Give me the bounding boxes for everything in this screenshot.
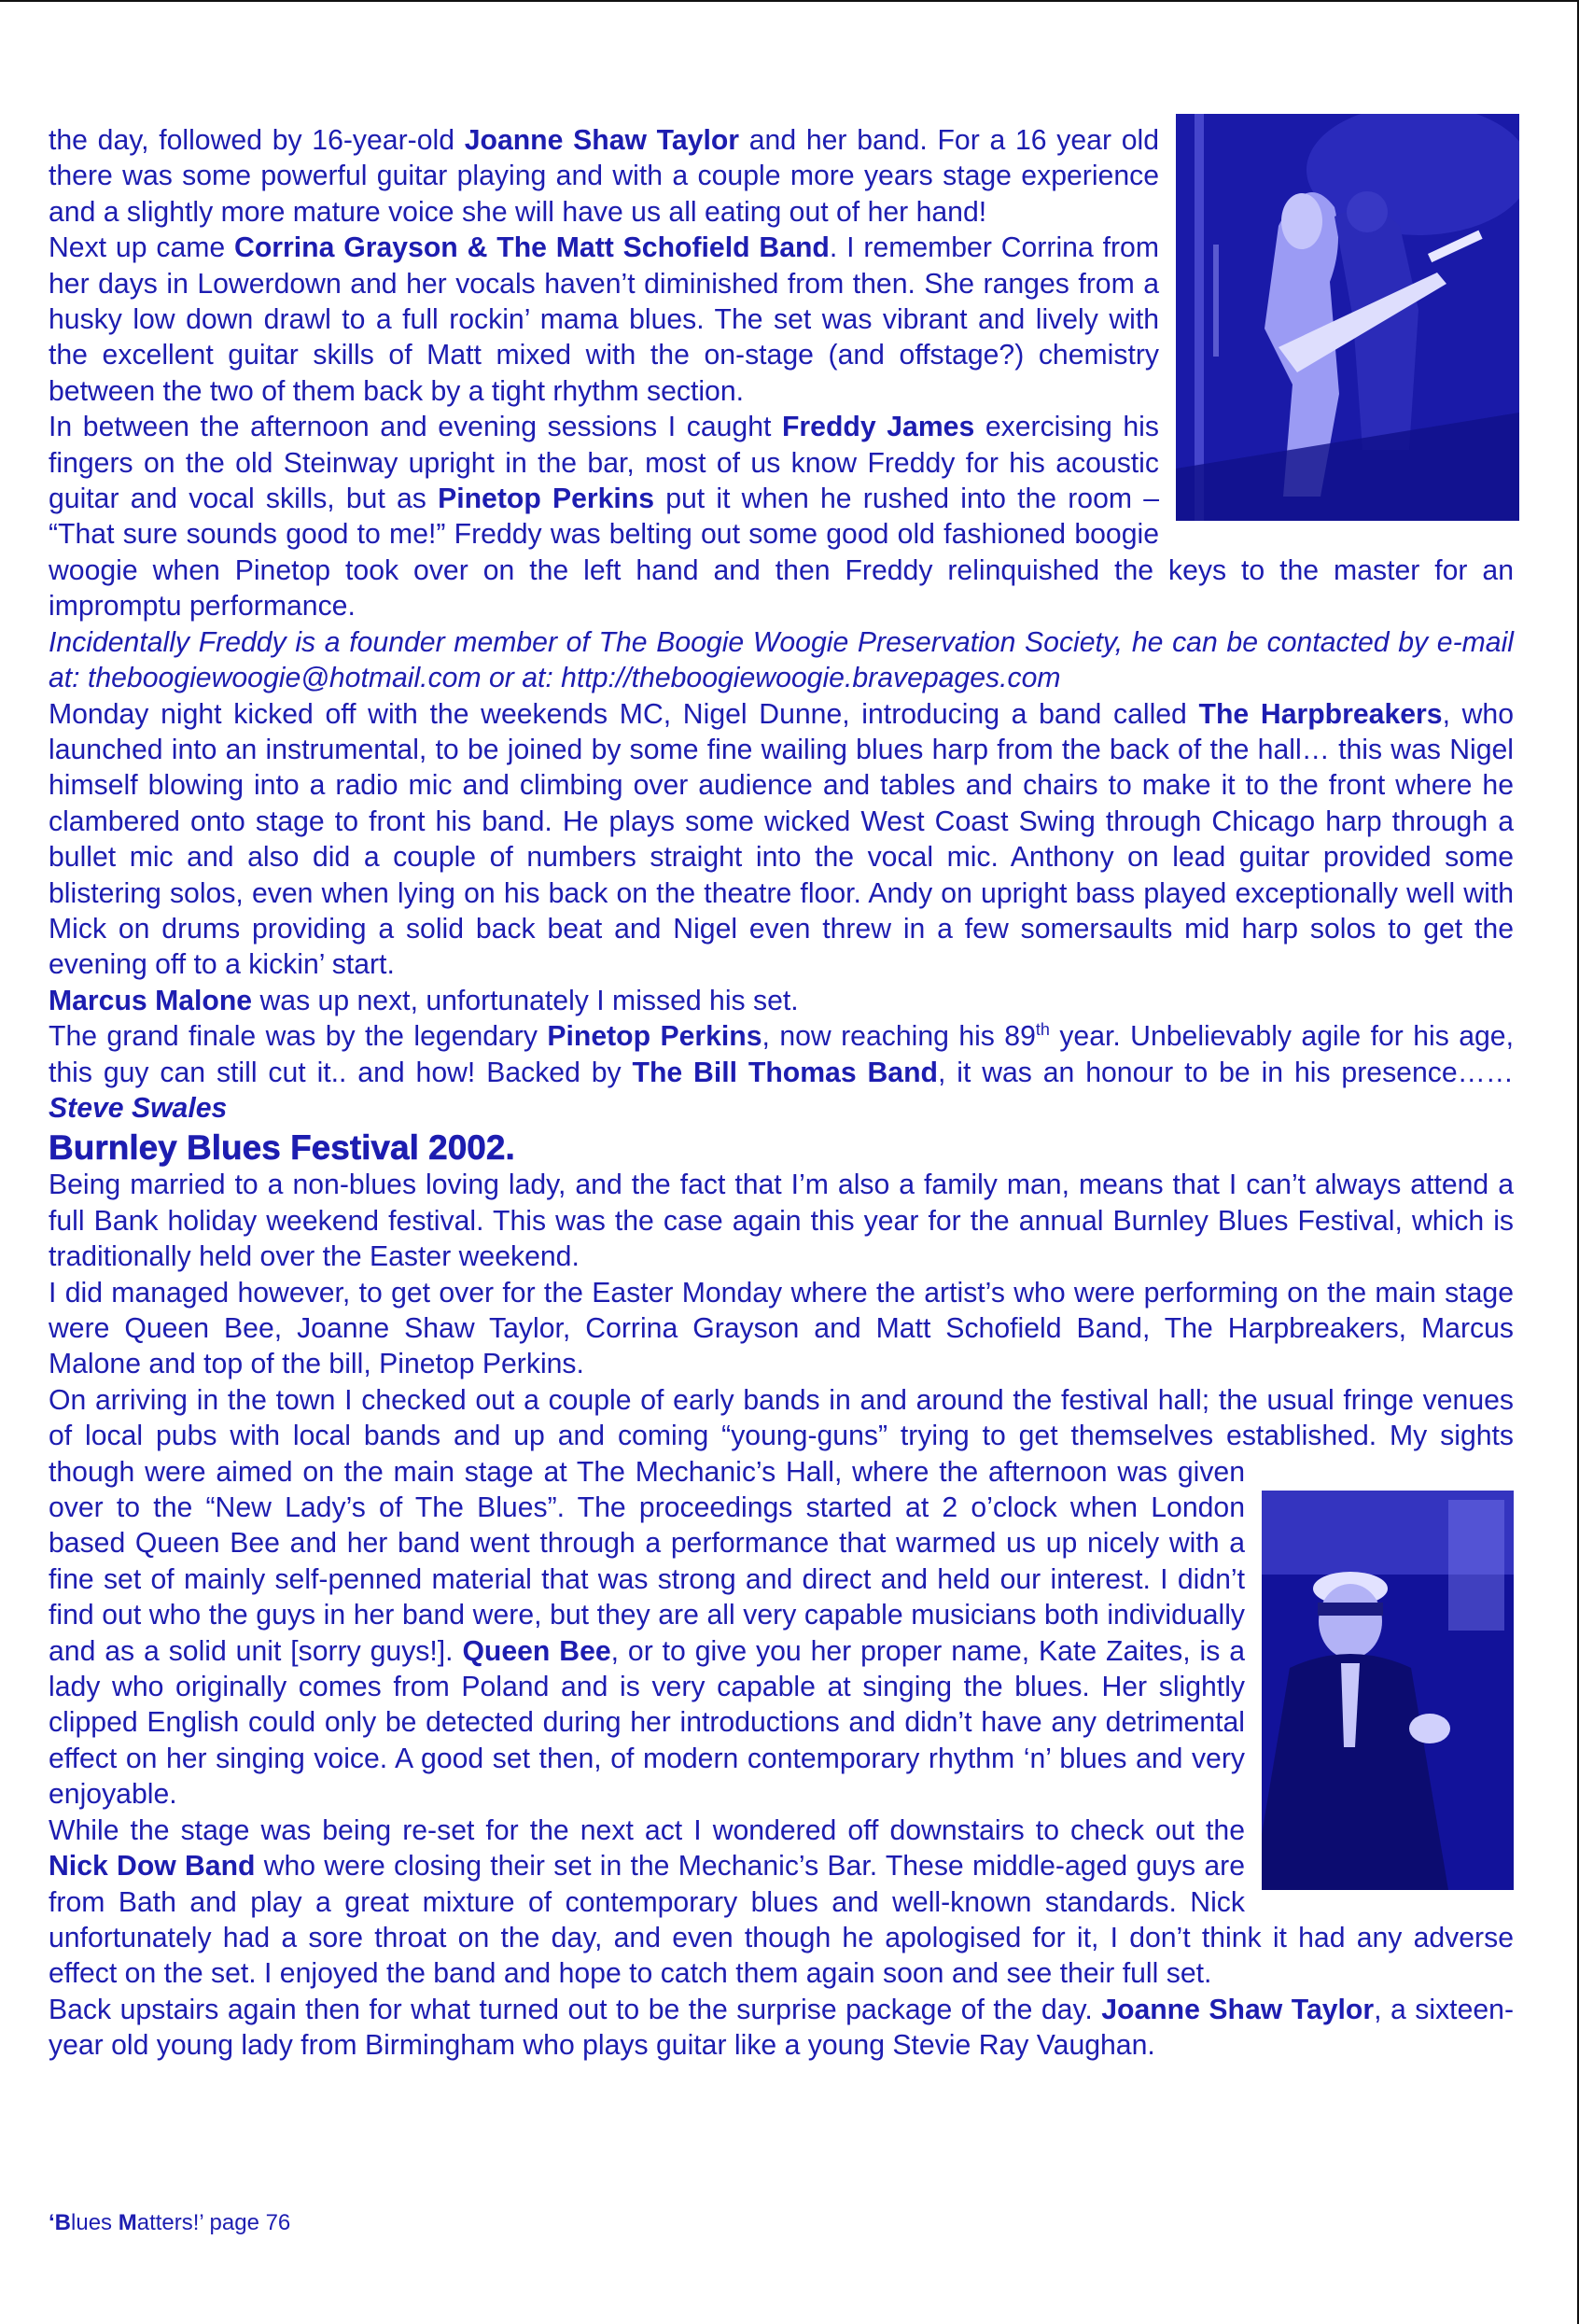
artist-name: Queen Bee bbox=[462, 1635, 611, 1667]
text: and her band. For a 16 year old there was some powerful guitar playing and with a couple more years stage experience and a slightly more mature voice she will have us all eating out of her hand! bbox=[49, 125, 1159, 228]
paragraph-6 bbox=[49, 984, 1514, 1019]
page-footer bbox=[49, 2210, 290, 2236]
footer-cap-b: B bbox=[54, 2210, 72, 2235]
text: put it when he rushed into the room – “That sure sounds good to me!” Freddy was belting out some good old fashioned boogie woogie when Pinetop took over on the left hand and then Freddy relinquished the keys to the master for an impromptu performance. bbox=[49, 483, 1514, 623]
artist-name: Joanne Shaw Taylor bbox=[1101, 1994, 1375, 2025]
text: exercising his fingers on the old Steinway upright in the bar, most of us know Freddy for his acoustic guitar and vocal skills, but as bbox=[49, 412, 1159, 515]
concert-photo-pinetop bbox=[1262, 1491, 1514, 1890]
text: , or to give you her proper name, Kate Zaites, is a lady who originally comes from Poland and is very capable at singing the blues. Her slightly clipped English could only be detected during her introductions and didn’t have any detrimental effect on her singing voice. A good set then, of modern contemporary rhythm ‘n’ blues and very enjoyable. bbox=[49, 1635, 1245, 1811]
paragraph-7 bbox=[49, 1019, 1514, 1127]
section-heading: Burnley Blues Festival 2002. bbox=[49, 1128, 515, 1168]
footer-page-number: atters!’ page 76 bbox=[136, 2210, 291, 2235]
band-name: The Bill Thomas Band bbox=[632, 1057, 938, 1088]
text: The grand finale was by the legendary bbox=[49, 1021, 548, 1053]
text: Monday night kicked off with the weekends MC, Nigel Dunne, introducing a band called bbox=[49, 698, 1199, 730]
footer-cap-m: M bbox=[118, 2210, 137, 2235]
artist-name: Joanne Shaw Taylor bbox=[464, 125, 740, 156]
text: Next up came bbox=[49, 232, 235, 264]
artist-name: Corrina Grayson & The Matt Schofield Band bbox=[234, 232, 830, 264]
text: Back upstairs again then for what turned out to be the surprise package of the day. bbox=[49, 1994, 1102, 2025]
article-column bbox=[49, 123, 1514, 2065]
contact-note: Incidentally Freddy is a founder member of The Boogie Woogie Preservation Society, he can be contacted by e-mail at: theboogiewoogie@hotmail.com or at: http://theboogiewoogie.bravepages.com bbox=[49, 626, 1514, 694]
paragraph-5 bbox=[49, 697, 1514, 984]
text: , now reaching his 89 bbox=[762, 1021, 1036, 1053]
text: In between the afternoon and evening sessions I caught bbox=[49, 412, 782, 443]
paragraph-9: I did managed however, to get over for the Easter Monday where the artist’s who were performing on the main stage were Queen Bee, Joanne Shaw Taylor, Corrina Grayson and Matt Schofield Band, The Harpbreakers, Marcus Malone and top of the bill, Pinetop Perkins. bbox=[49, 1277, 1514, 1380]
paragraph-8: Being married to a non-blues loving lady, and the fact that I’m also a family man, means that I can’t always attend a full Bank holiday weekend festival. This was the case again this year for the annual Burnley Blues Festival, which is traditionally held over the Easter weekend. bbox=[49, 1169, 1514, 1273]
pinetop-image bbox=[1262, 1491, 1514, 1890]
text: , it was an honour to be in his presence…… bbox=[937, 1057, 1514, 1088]
footer-quote: ‘ bbox=[49, 2210, 55, 2235]
concert-photo-guitarists bbox=[1176, 114, 1519, 521]
artist-name: Freddy James bbox=[781, 412, 975, 443]
text: , a sixteen-year old young lady from Birmingham who plays guitar like a young Stevie Ray Vaughan. bbox=[49, 1994, 1514, 2062]
text: who were closing their set in the Mechanic’s Bar. These middle-aged guys are from Bath and play a great mixture of contemporary blues and well-known standards. Nick unfortunately had a sore throat on the day, and even though he apologised for it, I don’t think it had any adverse effect on the set. I enjoyed the band and hope to catch them again soon and see their full set. bbox=[49, 1851, 1514, 1990]
artist-name: Marcus Malone bbox=[49, 985, 253, 1016]
guitarists-image bbox=[1176, 114, 1519, 521]
band-name: Nick Dow Band bbox=[49, 1851, 256, 1883]
author-byline: Steve Swales bbox=[49, 1092, 228, 1124]
text: While the stage was being re-set for the next act I wondered off downstairs to check out the bbox=[49, 1814, 1245, 1846]
text: , who launched into an instrumental, to be joined by some fine wailing blues harp from the back of the hall… this was Nigel himself blowing into a radio mic and climbing over audience and tables and chairs to make it to the front where he clambered onto stage to front his band. He plays some wicked West Coast Swing through Chicago harp through a bullet mic and also did a couple of numbers straight into the vocal mic. Anthony on lead guitar provided some blistering solos, even when lying on his back on the theatre floor. Andy on upright bass played exceptionally well with Mick on drums providing a solid back beat and Nigel even threw in a few somersaults mid harp solos to get the evening off to a kickin’ start. bbox=[49, 698, 1515, 981]
paragraph-4-contact bbox=[49, 625, 1514, 697]
text: On arriving in the town I checked out a couple of early bands in and around the festival hall; the usual fringe venues of local pubs with local bands and up and coming “young-guns” trying to get themselves established. My sights though were aimed on the main stage at The Mechanic’s Hall, where the afternoon was given over to the “New Lady’s of The Blues”. The proceedings started at 2 o’clock when London based Queen Bee and her band went through a performance that warmed us up nicely with a fine set of mainly self-penned material that was strong and direct and held our interest. I didn’t find out who the guys in her band were, but they are all very capable musicians both individually and as a solid unit [sorry guys!]. bbox=[49, 1384, 1514, 1667]
text: year. Unbelievably agile for his age, this guy can still cut it.. and how! Backed by bbox=[49, 1021, 1514, 1088]
text: the day, followed by 16-year-old bbox=[49, 125, 465, 156]
artist-name: Pinetop Perkins bbox=[547, 1021, 762, 1053]
band-name: The Harpbreakers bbox=[1198, 698, 1443, 730]
paragraph-12 bbox=[49, 1993, 1514, 2065]
text: was up next, unfortunately I missed his set. bbox=[252, 985, 799, 1016]
superscript: th bbox=[1035, 1020, 1050, 1040]
text: . I remember Corrina from her days in Lowerdown and her vocals haven’t diminished from then. She ranges from a husky low down drawl to a full rockin’ mama blues. The set was vibrant and lively with the excellent guitar skills of Matt mixed with the on-stage (and offstage?) chemistry between the two of them back by a tight rhythm section. bbox=[49, 232, 1159, 407]
artist-name: Pinetop Perkins bbox=[438, 483, 655, 515]
footer-text: lues bbox=[71, 2210, 119, 2235]
